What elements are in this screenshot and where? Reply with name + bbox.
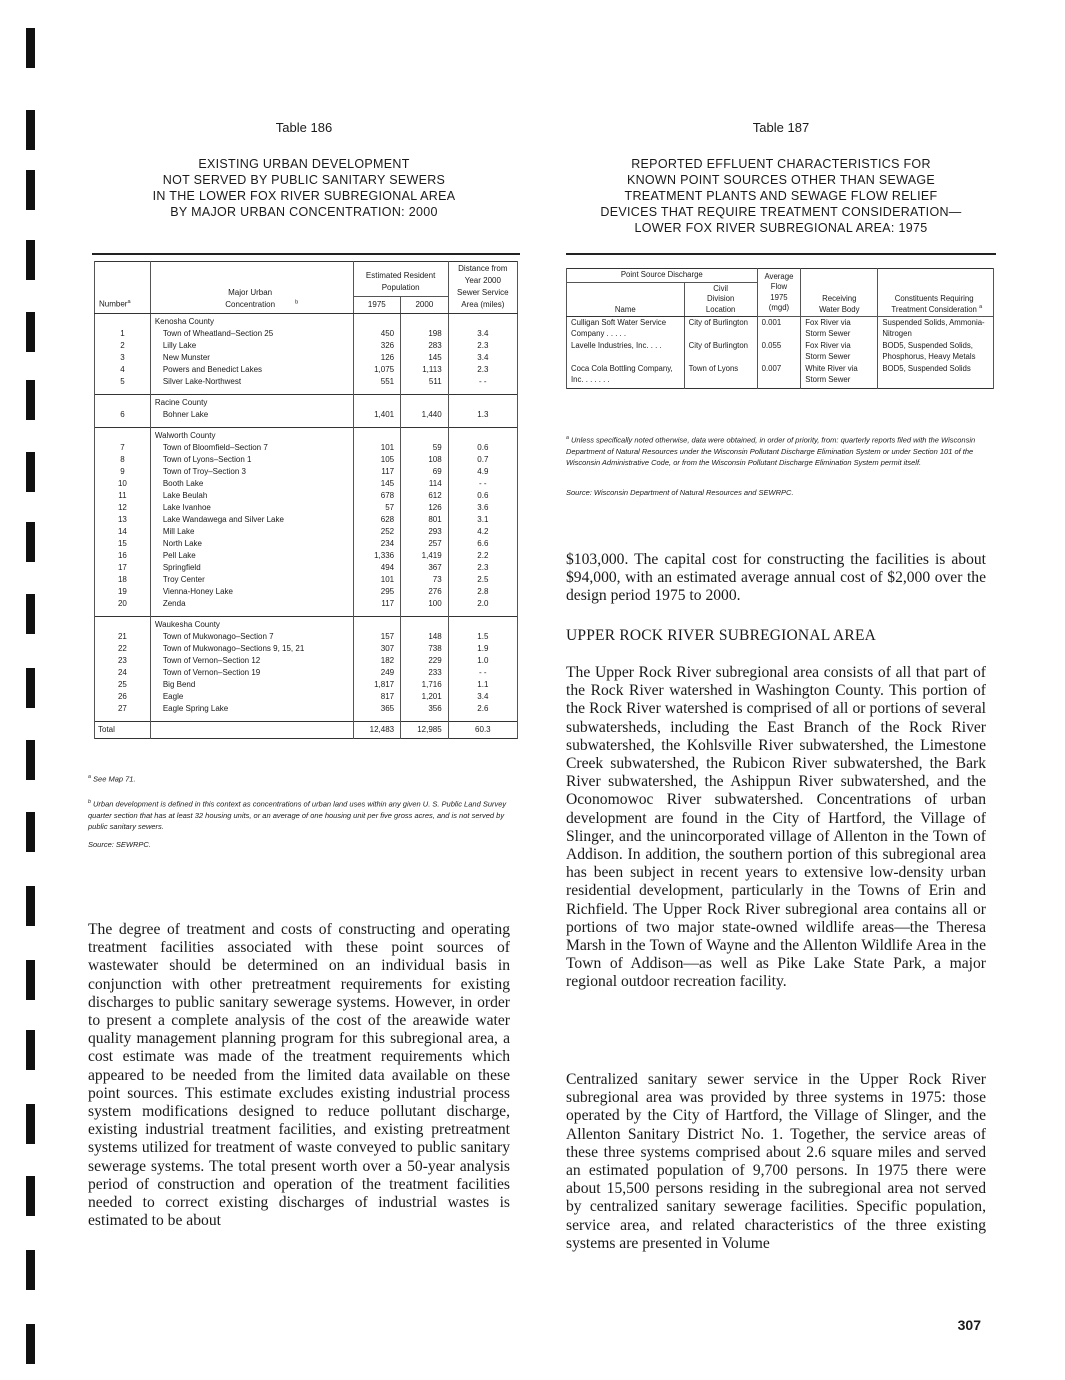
- cell-concentration: Town of Wheatland–Section 25: [150, 328, 353, 340]
- cell-concentration: Big Bend: [150, 679, 353, 691]
- cell-number: 2: [95, 340, 151, 352]
- cell-1975: 252: [353, 526, 401, 538]
- header-point-source: Point Source Discharge: [567, 269, 758, 283]
- table-row: [95, 562, 518, 574]
- cell-2000: 233: [401, 667, 449, 679]
- table-row: [95, 631, 518, 643]
- table-row: [95, 667, 518, 679]
- cell-2000: 114: [401, 478, 449, 490]
- cell-2000: 356: [401, 703, 449, 722]
- cell-concentration: Vienna-Honey Lake: [150, 586, 353, 598]
- table-row: [95, 502, 518, 514]
- table-186-source: Source: SEWRPC.: [88, 840, 151, 849]
- cell-1975: 182: [353, 655, 401, 667]
- cell-number: 12: [95, 502, 151, 514]
- registration-mark: [26, 740, 35, 780]
- cell-distance: [448, 395, 517, 410]
- cell-concentration: New Munster: [150, 352, 353, 364]
- cell-concentration: Eagle: [150, 691, 353, 703]
- cell-2000: 1,113: [401, 364, 449, 376]
- county-label: Walworth County: [150, 428, 353, 443]
- county-row: [95, 395, 518, 410]
- cell-2000: 1,716: [401, 679, 449, 691]
- cell-civil: City of Burlington: [684, 340, 757, 363]
- cell-number: 26: [95, 691, 151, 703]
- table-187-title: REPORTED EFFLUENT CHARACTERISTICS FOR KNOWN POINT SOURCES OTHER THAN SEWAGE TREATMENT PLANTS AND SEWAGE FLOW RELIEF DEVICES THAT REQUIRE TREATMENT CONSIDERATION— LOWER FOX RIVER SUBREGIONAL AREA: 1975: [600, 157, 962, 235]
- cell-1975: 326: [353, 340, 401, 352]
- cell-2000: 148: [401, 631, 449, 643]
- cell-number: 23: [95, 655, 151, 667]
- cell-distance: - -: [448, 478, 517, 490]
- cell-2000: 59: [401, 442, 449, 454]
- body-paragraph: Centralized sanitary sewer service in the Upper Rock River subregional area was provided by three systems in 1975: those operated by the City of Hartford, the Village of Slinger, and the Allenton Sanitary District No. 1. Together, the service areas of these three systems comprised about 2.6 square miles and served an estimated population of 9,700 persons. In 1975 there were about 15,500 persons residing in the subregional area not served by centralized sanitary sewerage facilities. Specific population, service area, and related characteristics of the three existing systems are presented in Volume: [566, 1071, 986, 1252]
- header-2000: 2000: [401, 297, 449, 314]
- cell-concentration: Bohner Lake: [150, 409, 353, 428]
- cell-1975: 249: [353, 667, 401, 679]
- county-label: Waukesha County: [150, 617, 353, 632]
- cell-2000: [401, 428, 449, 443]
- cell-number: 6: [95, 409, 151, 428]
- registration-mark: [26, 812, 35, 852]
- table-187-footnote-a: $^a$ Unless specifically noted otherwise, data were obtained, in order of priority, from: quarterly reports filed with the Wisconsin Department of Natural Resources under the Wisconsin Pollutant Discharge Elimination System or under Section 101 of the Wisconsin Administrative Code, or from the Wisconsin Pollutant Discharge Elimination System permit itself.: [566, 435, 976, 467]
- section-heading: UPPER ROCK RIVER SUBREGIONAL AREA: [566, 627, 877, 644]
- cell-number: 25: [95, 679, 151, 691]
- cell-concentration: Powers and Benedict Lakes: [150, 364, 353, 376]
- cell-distance: 1.5: [448, 631, 517, 643]
- cell-distance: [448, 617, 517, 632]
- header-population: Estimated Resident Population: [353, 262, 448, 297]
- cell-number: [95, 314, 151, 329]
- cell-number: 5: [95, 376, 151, 395]
- header-flow: Average Flow 1975 (mgd): [757, 269, 801, 317]
- cell-flow: 0.055: [757, 340, 801, 363]
- cell-1975: [353, 314, 401, 329]
- cell-number: 3: [95, 352, 151, 364]
- header-concentration: Major Urban Concentration $^b$: [150, 262, 353, 314]
- cell-constituents: BOD5, Suspended Solids, Phosphorus, Heavy Metals: [878, 340, 994, 363]
- cell-number: 7: [95, 442, 151, 454]
- cell-distance: 1.0: [448, 655, 517, 667]
- cell-concentration: Lilly Lake: [150, 340, 353, 352]
- cell-flow: 0.001: [757, 317, 801, 341]
- body-paragraph: The degree of treatment and costs of constructing and operating treatment facilities associated with these point sources of wastewater should be determined on an individual basis in conjunction with other pretreatment requirements for existing discharges to public sanitary sewerage systems. However, in order to present a complete analysis of the cost of the areawide water quality management planning program for this subregional area, a cost estimate was made of the treatment requirements which appeared to be needed from the limited data available on these point sources. This estimate excludes existing industrial process system modifications designed to reduce pollutant discharge, existing industrial treatment facilities, and existing pretreatment systems utilized for treatment of waste conveyed to public sanitary sewerage systems. The total present worth over a 50-year analysis period of construction and operation of the treatment facilities needed to correct existing discharges of industrial wastes is estimated to be about: [88, 921, 510, 1230]
- table-187: [566, 268, 994, 389]
- table-187-rule: [566, 253, 996, 255]
- registration-mark: [26, 886, 35, 926]
- registration-mark: [26, 522, 35, 562]
- county-row: [95, 617, 518, 632]
- cell-number: [95, 395, 151, 410]
- cell-constituents: Suspended Solids, Ammonia-Nitrogen: [878, 317, 994, 341]
- cell-1975: 101: [353, 574, 401, 586]
- cell-number: 21: [95, 631, 151, 643]
- total-label: Total: [95, 722, 151, 739]
- cell-1975: 101: [353, 442, 401, 454]
- cell-2000: [401, 314, 449, 329]
- cell-distance: - -: [448, 376, 517, 395]
- registration-mark: [26, 594, 35, 634]
- table-row: [95, 376, 518, 395]
- cell-number: 11: [95, 490, 151, 502]
- cell-concentration: Town of Lyons–Section 1: [150, 454, 353, 466]
- cell-number: 24: [95, 667, 151, 679]
- cell-1975: 494: [353, 562, 401, 574]
- cell-concentration: Zenda: [150, 598, 353, 617]
- table-186-footnote-b: $^b$ Urban development is defined in this context as concentrations of urban land uses within any given U. S. Public Land Survey quarter section that has at least 32 housing units, or an average of one housing unit per five gross acres, and is not served by public sanitary sewers.: [88, 799, 507, 831]
- registration-mark: [26, 668, 35, 708]
- cell-distance: 0.6: [448, 442, 517, 454]
- cell-1975: 628: [353, 514, 401, 526]
- cell-number: 19: [95, 586, 151, 598]
- county-label: Racine County: [150, 395, 353, 410]
- table-row: [95, 655, 518, 667]
- cell-number: [95, 617, 151, 632]
- registration-mark: [26, 380, 35, 420]
- registration-marks: [26, 28, 38, 1368]
- header-name: Name: [567, 282, 685, 317]
- county-row: [95, 428, 518, 443]
- cell-concentration: Town of Mukwonago–Section 7: [150, 631, 353, 643]
- cell-distance: [448, 428, 517, 443]
- cell-name: Culligan Soft Water Service Company . . . . .: [567, 317, 685, 341]
- cell-concentration: Silver Lake-Northwest: [150, 376, 353, 395]
- cell-concentration: Booth Lake: [150, 478, 353, 490]
- cell-2000: 198: [401, 328, 449, 340]
- cell-flow: 0.007: [757, 363, 801, 389]
- table-row: [95, 454, 518, 466]
- cell-name: Lavelle Industries, Inc. . . .: [567, 340, 685, 363]
- table-187-number: Table 187: [752, 120, 810, 135]
- registration-mark: [26, 240, 35, 280]
- cell-distance: 4.2: [448, 526, 517, 538]
- cell-receiving: White River via Storm Sewer: [801, 363, 878, 389]
- cell-number: 13: [95, 514, 151, 526]
- registration-mark: [26, 28, 35, 68]
- cell-2000: 612: [401, 490, 449, 502]
- cell-1975: 307: [353, 643, 401, 655]
- table-186-number: Table 186: [275, 120, 333, 135]
- cell-number: 17: [95, 562, 151, 574]
- cell-receiving: Fox River via Storm Sewer: [801, 340, 878, 363]
- cell-2000: 293: [401, 526, 449, 538]
- cell-1975: 145: [353, 478, 401, 490]
- cell-concentration: [150, 722, 353, 739]
- cell-1975: [353, 617, 401, 632]
- cell-1975: 817: [353, 691, 401, 703]
- cell-2000: 1,419: [401, 550, 449, 562]
- table-row: [95, 550, 518, 562]
- cell-distance: 2.3: [448, 340, 517, 352]
- cell-1975: 678: [353, 490, 401, 502]
- header-number: Number$^a$: [95, 262, 151, 314]
- cell-1975: 295: [353, 586, 401, 598]
- header-receiving: Receiving Water Body: [801, 269, 878, 317]
- cell-distance: 3.1: [448, 514, 517, 526]
- cell-number: 20: [95, 598, 151, 617]
- registration-mark: [26, 1324, 35, 1364]
- cell-number: 8: [95, 454, 151, 466]
- cell-concentration: Lake Beulah: [150, 490, 353, 502]
- cell-number: 14: [95, 526, 151, 538]
- cell-2000: 738: [401, 643, 449, 655]
- cell-1975: 1,075: [353, 364, 401, 376]
- table-row: [95, 643, 518, 655]
- cell-number: 10: [95, 478, 151, 490]
- table-row: [95, 538, 518, 550]
- cell-distance: 0.6: [448, 490, 517, 502]
- table-row: [95, 598, 518, 617]
- cell-1975: 450: [353, 328, 401, 340]
- cell-1975: 157: [353, 631, 401, 643]
- table-row: [95, 328, 518, 340]
- cell-1975: 234: [353, 538, 401, 550]
- cell-distance: 2.5: [448, 574, 517, 586]
- cell-2000: 801: [401, 514, 449, 526]
- total-distance: 60.3: [448, 722, 517, 739]
- header-constituents: Constituents Requiring Treatment Consideration $^a$: [878, 269, 994, 317]
- cell-number: 18: [95, 574, 151, 586]
- cell-2000: 229: [401, 655, 449, 667]
- registration-mark: [26, 960, 35, 1000]
- cell-2000: 257: [401, 538, 449, 550]
- cell-concentration: Town of Vernon–Section 19: [150, 667, 353, 679]
- table-row: [567, 363, 994, 389]
- table-row: [95, 352, 518, 364]
- cell-distance: 4.9: [448, 466, 517, 478]
- cell-distance: 3.6: [448, 502, 517, 514]
- table-row: [95, 409, 518, 428]
- table-row: [95, 679, 518, 691]
- cell-number: 27: [95, 703, 151, 722]
- cell-concentration: Pell Lake: [150, 550, 353, 562]
- cell-number: 4: [95, 364, 151, 376]
- cell-2000: 126: [401, 502, 449, 514]
- cell-civil: City of Burlington: [684, 317, 757, 341]
- cell-concentration: Lake Ivanhoe: [150, 502, 353, 514]
- header-1975: 1975: [353, 297, 401, 314]
- table-row: [95, 340, 518, 352]
- table-186-rule: [92, 253, 520, 255]
- cell-2000: 73: [401, 574, 449, 586]
- table-187-body: [567, 317, 994, 389]
- cell-distance: 6.6: [448, 538, 517, 550]
- registration-mark: [26, 1104, 35, 1144]
- cell-2000: 367: [401, 562, 449, 574]
- table-row: [95, 442, 518, 454]
- cell-1975: [353, 395, 401, 410]
- registration-mark: [26, 452, 35, 492]
- registration-mark: [26, 312, 35, 352]
- total-row: [95, 722, 518, 739]
- cell-concentration: Town of Vernon–Section 12: [150, 655, 353, 667]
- cell-1975: 1,401: [353, 409, 401, 428]
- cell-1975: 365: [353, 703, 401, 722]
- cell-1975: 105: [353, 454, 401, 466]
- table-186-body: [95, 314, 518, 739]
- cell-2000: 1,440: [401, 409, 449, 428]
- table-187-source: Source: Wisconsin Department of Natural Resources and SEWRPC.: [566, 488, 794, 497]
- cell-1975: 117: [353, 598, 401, 617]
- cell-1975: 551: [353, 376, 401, 395]
- cell-concentration: Lake Wandawega and Silver Lake: [150, 514, 353, 526]
- table-row: [95, 466, 518, 478]
- cell-concentration: Troy Center: [150, 574, 353, 586]
- registration-mark: [26, 1030, 35, 1070]
- cell-2000: 145: [401, 352, 449, 364]
- cell-distance: 3.4: [448, 352, 517, 364]
- cell-distance: [448, 314, 517, 329]
- page-number: 307: [957, 1317, 981, 1333]
- total-1975: 12,483: [353, 722, 401, 739]
- cell-name: Coca Cola Bottling Company, Inc. . . . . . .: [567, 363, 685, 389]
- cell-concentration: Mill Lake: [150, 526, 353, 538]
- header-civil: Civil Division Location: [684, 282, 757, 317]
- cell-distance: 2.8: [448, 586, 517, 598]
- county-row: [95, 314, 518, 329]
- cell-distance: 1.1: [448, 679, 517, 691]
- table-row: [95, 490, 518, 502]
- table-row: [567, 340, 994, 363]
- table-row: [95, 574, 518, 586]
- cell-2000: 100: [401, 598, 449, 617]
- cell-2000: 1,201: [401, 691, 449, 703]
- table-row: [567, 317, 994, 341]
- table-row: [95, 364, 518, 376]
- cell-2000: 108: [401, 454, 449, 466]
- cell-number: 15: [95, 538, 151, 550]
- cell-distance: 3.4: [448, 328, 517, 340]
- cell-1975: 1,817: [353, 679, 401, 691]
- cell-2000: [401, 617, 449, 632]
- table-row: [95, 478, 518, 490]
- cell-number: 9: [95, 466, 151, 478]
- county-label: Kenosha County: [150, 314, 353, 329]
- cell-distance: 2.0: [448, 598, 517, 617]
- cell-concentration: Springfield: [150, 562, 353, 574]
- total-2000: 12,985: [401, 722, 449, 739]
- body-paragraph-continued: $103,000. The capital cost for constructing the facilities is about $94,000, with an estimated average annual cost of $2,000 over the design period 1975 to 2000.: [566, 551, 986, 605]
- cell-2000: [401, 395, 449, 410]
- cell-concentration: Town of Mukwonago–Sections 9, 15, 21: [150, 643, 353, 655]
- cell-distance: 1.9: [448, 643, 517, 655]
- table-row: [95, 514, 518, 526]
- cell-number: [95, 428, 151, 443]
- registration-mark: [26, 1250, 35, 1290]
- cell-distance: 2.2: [448, 550, 517, 562]
- table-186-title: EXISTING URBAN DEVELOPMENT NOT SERVED BY PUBLIC SANITARY SEWERS IN THE LOWER FOX RIVER SUBREGIONAL AREA BY MAJOR URBAN CONCENTRATION: 2000: [152, 157, 456, 219]
- cell-distance: 0.7: [448, 454, 517, 466]
- body-paragraph: The Upper Rock River subregional area consists of all that part of the Rock River watershed in Washington County. This portion of the Rock River watershed is comprised of all or portions of several subwatersheds, including the East Branch of the Rock River subwatershed, the Kohlsville River subwatershed, the Limestone Creek subwatershed, the Rubicon River subwatershed, the Bark River subwatershed, the Ashippun River subwatershed, and the Oconomowoc River subwatershed. Concentrations of urban development are found in the City of Hartford, the Village of Slinger, and the unincorporated village of Allenton in the Town of Addison. In addition, the southern portion of this subregional area has been subject in recent years to extensive low-density urban residential development, particularly in the Towns of Erin and Richfield. The Upper Rock River subregional area contains all or portions of two major state-owned wildlife areas—the Theresa Marsh in the Town of Wayne and the Allenton Wildlife Area in the Town of Addison—as well as Pike Lake State Park, a major regional outdoor recreation facility.: [566, 664, 986, 991]
- table-row: [95, 586, 518, 598]
- cell-1975: 1,336: [353, 550, 401, 562]
- cell-2000: 276: [401, 586, 449, 598]
- cell-constituents: BOD5, Suspended Solids: [878, 363, 994, 389]
- table-row: [95, 691, 518, 703]
- table-186-footnote-a: $^a$ See Map 71.: [88, 774, 136, 784]
- cell-number: 16: [95, 550, 151, 562]
- cell-2000: 511: [401, 376, 449, 395]
- cell-distance: 2.3: [448, 364, 517, 376]
- cell-1975: [353, 428, 401, 443]
- cell-concentration: Town of Troy–Section 3: [150, 466, 353, 478]
- cell-distance: - -: [448, 667, 517, 679]
- cell-concentration: North Lake: [150, 538, 353, 550]
- registration-mark: [26, 1176, 35, 1216]
- cell-civil: Town of Lyons: [684, 363, 757, 389]
- cell-distance: 1.3: [448, 409, 517, 428]
- table-row: [95, 526, 518, 538]
- cell-concentration: Eagle Spring Lake: [150, 703, 353, 722]
- cell-distance: 2.3: [448, 562, 517, 574]
- cell-distance: 2.6: [448, 703, 517, 722]
- cell-number: 1: [95, 328, 151, 340]
- cell-receiving: Fox River via Storm Sewer: [801, 317, 878, 341]
- registration-mark: [26, 170, 35, 210]
- table-row: [95, 703, 518, 722]
- cell-2000: 69: [401, 466, 449, 478]
- cell-1975: 117: [353, 466, 401, 478]
- cell-1975: 57: [353, 502, 401, 514]
- cell-distance: 3.4: [448, 691, 517, 703]
- cell-number: 22: [95, 643, 151, 655]
- cell-1975: 126: [353, 352, 401, 364]
- cell-concentration: Town of Bloomfield–Section 7: [150, 442, 353, 454]
- registration-mark: [26, 110, 35, 150]
- cell-2000: 283: [401, 340, 449, 352]
- table-186: [94, 261, 518, 739]
- header-distance: Distance from Year 2000 Sewer Service Area (miles): [448, 262, 517, 314]
